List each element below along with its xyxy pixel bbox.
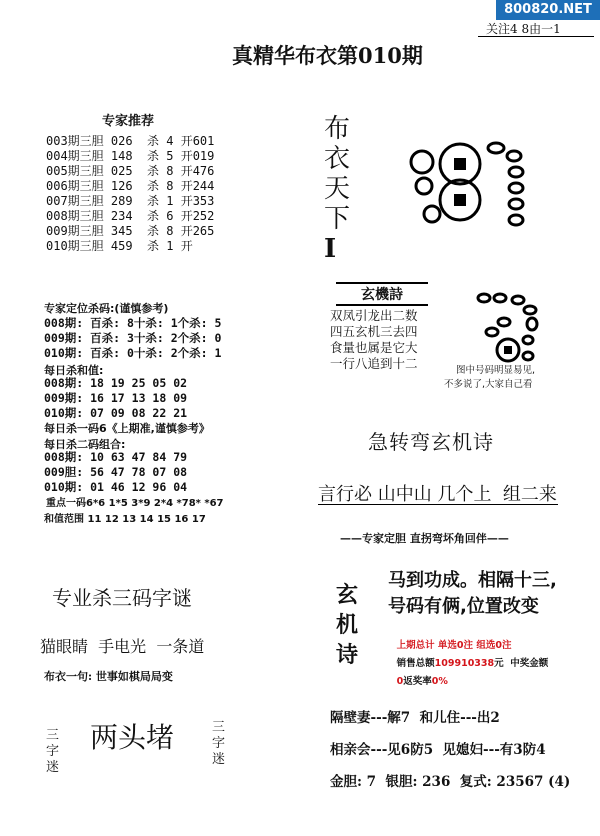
coin-cluster-icon <box>404 134 526 228</box>
poem-title: 玄機詩 <box>336 282 428 306</box>
position-kill-list <box>44 316 221 361</box>
list-item: 004期三胆 148 杀 5 开019 <box>46 149 215 163</box>
list-item: 010期三胆 459 杀 1 开 <box>46 239 193 253</box>
list-item: 008期: 百杀: 8十杀: 1个杀: 5 <box>44 316 222 330</box>
follow-note: 关注4 8由一1 <box>486 22 561 36</box>
list-item: 008期三胆 234 杀 6 开252 <box>46 209 215 223</box>
riddle-line: 猫眼睛 手电光 一条道 <box>40 637 205 656</box>
daily-two-list <box>44 450 187 495</box>
page-title: 真精华布衣第010期 <box>232 43 423 68</box>
list-item: 006期三胆 126 杀 8 开244 <box>46 179 215 193</box>
position-kill-heading: 专家定位杀码:(谨慎参考) <box>44 302 169 315</box>
xuanji-line1: 马到功成。相隔十三, <box>388 570 557 591</box>
watermark-badge <box>496 0 600 20</box>
list-item: 009期: 16 17 13 18 09 <box>44 391 188 405</box>
sum-range: 和值范围 11 12 13 14 15 16 17 <box>44 514 206 525</box>
list-item: 009期三胆 345 杀 8 开265 <box>46 224 215 238</box>
list-item: 008期: 18 19 25 05 02 <box>44 376 188 390</box>
left-tag: 三 字 迷 <box>46 728 60 775</box>
list-item: 010期: 01 46 12 96 04 <box>44 480 188 494</box>
daily-sum-list <box>44 376 187 421</box>
expert-heading: 专家推荐 <box>102 114 155 129</box>
riddle-heading: 专业杀三码字谜 <box>52 586 192 610</box>
daily-two-heading: 每日杀二码组合: <box>44 438 126 451</box>
sales-stat-3: 0返奖率0% <box>396 676 448 687</box>
coin-chain-icon <box>476 288 540 374</box>
list-item: 009胆: 56 47 78 07 08 <box>44 465 188 479</box>
poem-lines: 双凤引龙出二数 四五玄机三去四 食量也属是它大 一行八追到十二 <box>330 308 418 371</box>
xuanji-side: 玄 机 诗 <box>336 582 359 668</box>
answer-row-1: 隔壁妻---解7 和儿住---出2 <box>330 710 500 726</box>
list-item: 010期: 百杀: 0十杀: 2个杀: 1 <box>44 346 222 360</box>
answer-row-3: 金胆: 7 银胆: 236 复式: 23567 (4) <box>330 774 571 790</box>
follow-underline <box>478 36 594 37</box>
jizhuan-title: 急转弯玄机诗 <box>368 430 494 454</box>
answer-row-2: 相亲会---见6防5 见媳妇---有3防4 <box>330 742 546 758</box>
list-item: 009期: 百杀: 3十杀: 2个杀: 0 <box>44 331 222 345</box>
key-codes: 重点一码6*6 1*5 3*9 2*4 *78* *67 <box>46 498 224 509</box>
expert-banner: ——专家定胆 直拐弯坏角回伴—— <box>340 532 509 545</box>
poem-box <box>330 282 434 372</box>
list-item: 008期: 10 63 47 84 79 <box>44 450 188 464</box>
jizhuan-line: 言行必 山中山 几个上 组二来 <box>318 484 557 505</box>
sales-stat-2: 销售总额109910338元 中奖金额 <box>396 658 549 669</box>
right-tag: 三 字 迷 <box>212 720 226 767</box>
riddle-big: 两头堵 <box>90 721 175 754</box>
clue-note: 图中号码明显易见, 不多说了,大家自己看 <box>444 365 536 390</box>
buyi-vertical: 布 衣 天 下 I <box>324 114 351 264</box>
jizhuan-underline <box>318 504 558 505</box>
watermark-text: 800820.NET <box>504 2 592 17</box>
expert-list <box>46 134 214 254</box>
riddle-saying: 布衣一句: 世事如棋局局变 <box>44 670 173 683</box>
sales-stat-1: 上期总计 单选0注 组选0注 <box>396 640 512 651</box>
daily-sum-heading: 每日杀和值: <box>44 364 104 377</box>
xuanji-line2: 号码有俩,位置改变 <box>388 596 539 617</box>
daily-one-code: 每日杀一码6《上期准,谨慎参考》 <box>44 422 210 435</box>
list-item: 010期: 07 09 08 22 21 <box>44 406 188 420</box>
list-item: 003期三胆 026 杀 4 开601 <box>46 134 215 148</box>
list-item: 005期三胆 025 杀 8 开476 <box>46 164 215 178</box>
list-item: 007期三胆 289 杀 1 开353 <box>46 194 215 208</box>
